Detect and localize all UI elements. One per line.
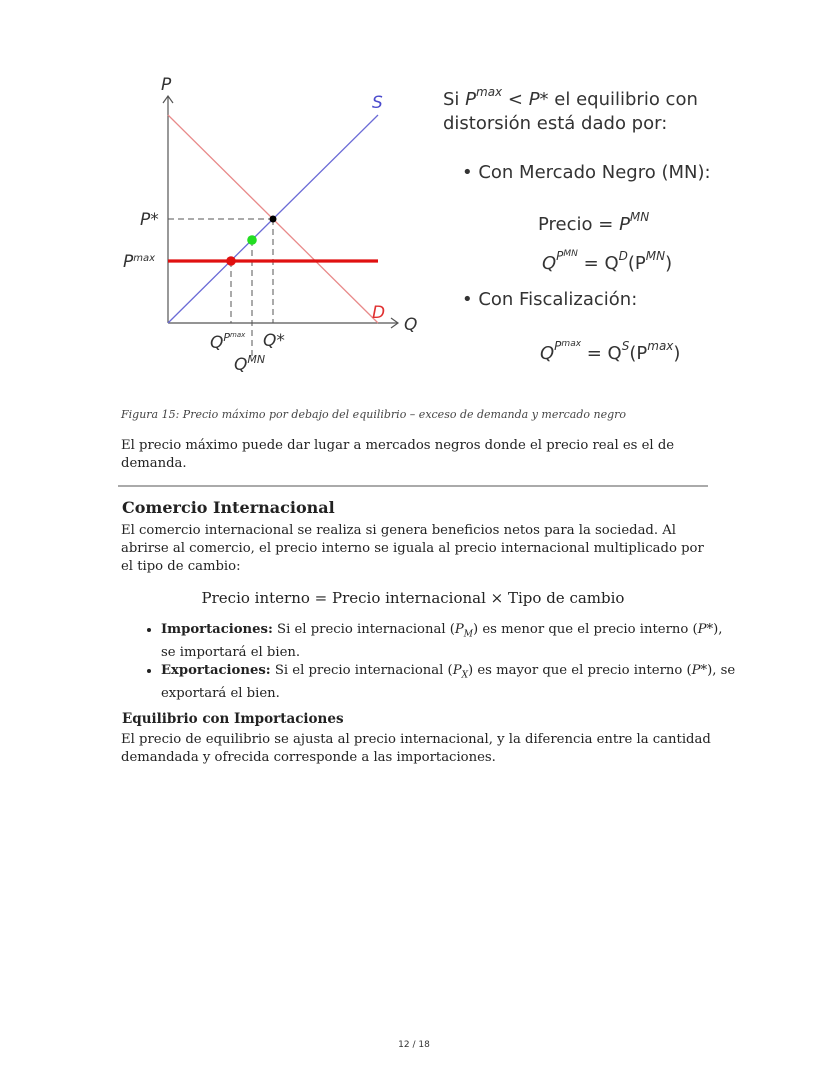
- figure-price-ceiling: [110, 60, 720, 390]
- paragraph-equilibrio: El precio de equilibrio se ajusta al precio internacional, y la diferencia entre la cantidad demandada y ofrecida corresponde a las importaciones.: [121, 732, 711, 765]
- demand-label: D: [372, 303, 386, 323]
- supply-label: S: [372, 93, 383, 113]
- equilibrium-point: [270, 216, 277, 223]
- x-axis-label: Q: [404, 315, 418, 335]
- slide-intro: [443, 80, 698, 136]
- bullet-dot-icon: •: [462, 162, 479, 183]
- section-divider: [118, 485, 708, 487]
- q-mn-label: $Q^{MN}$: [234, 353, 266, 375]
- list-item-exportaciones: • Exportaciones: Si el precio internacional $(P_X)$ es mayor que el precio interno (P*), se exportará el bien.: [161, 662, 736, 703]
- slide-eq-qpmax: $Q^{Pmax} = Q^S(P^{max})$: [540, 339, 681, 364]
- list-item-importaciones: • Importaciones: Si el precio internacional $(P_M)$ es menor que el precio interno (P*), se importará el bien.: [161, 621, 736, 662]
- slide-bullet-fiscalizacion: • Con Fiscalización:: [462, 289, 638, 310]
- ceiling-supply-point: [226, 256, 236, 266]
- q-pmax-label: $Q^{Pmax}$: [210, 331, 246, 353]
- slide-intro-line1: Si $P^{max} < P*$ el equilibrio con: [443, 85, 698, 110]
- q-star-label: Q*: [263, 331, 285, 351]
- paragraph-mercado-negro: El precio máximo puede dar lugar a mercados negros donde el precio real es el de demanda.: [121, 438, 675, 471]
- supply-demand-graph: [110, 60, 440, 380]
- page-number: 12 / 18: [398, 1040, 430, 1050]
- heading-equilibrio-importaciones: Equilibrio con Importaciones: [122, 711, 344, 727]
- figure-caption: Figura 15: Precio máximo por debajo del equilibrio – exceso de demanda y mercado negro: [121, 408, 627, 421]
- slide-eq-qpmn: $Q^{PMN} = Q^D(P^{MN})$: [542, 249, 673, 274]
- p-max-label: $P^{max}$: [123, 252, 156, 272]
- black-market-point: [247, 235, 257, 245]
- slide-intro-line2: distorsión está dado por:: [443, 113, 668, 134]
- trade-bullet-list: [143, 621, 736, 702]
- slide-bullet-mercado-negro: • Con Mercado Negro (MN):: [462, 162, 711, 183]
- heading-comercio-internacional: Comercio Internacional: [122, 498, 335, 517]
- equation-precio-interno: Precio interno = Precio internacional × Tipo de cambio: [201, 589, 625, 607]
- slide-eq-precio: Precio = $P^{MN}$: [538, 210, 650, 235]
- y-axis-label: P: [161, 75, 172, 95]
- bullet-dot-icon: •: [462, 289, 479, 310]
- p-star-label: P*: [140, 210, 159, 230]
- paragraph-comercio: El comercio internacional se realiza si genera beneficios netos para la sociedad. Al abrirse al comercio, el precio interno se iguala al precio internacional multiplicado por el tipo de cambio:: [121, 523, 704, 574]
